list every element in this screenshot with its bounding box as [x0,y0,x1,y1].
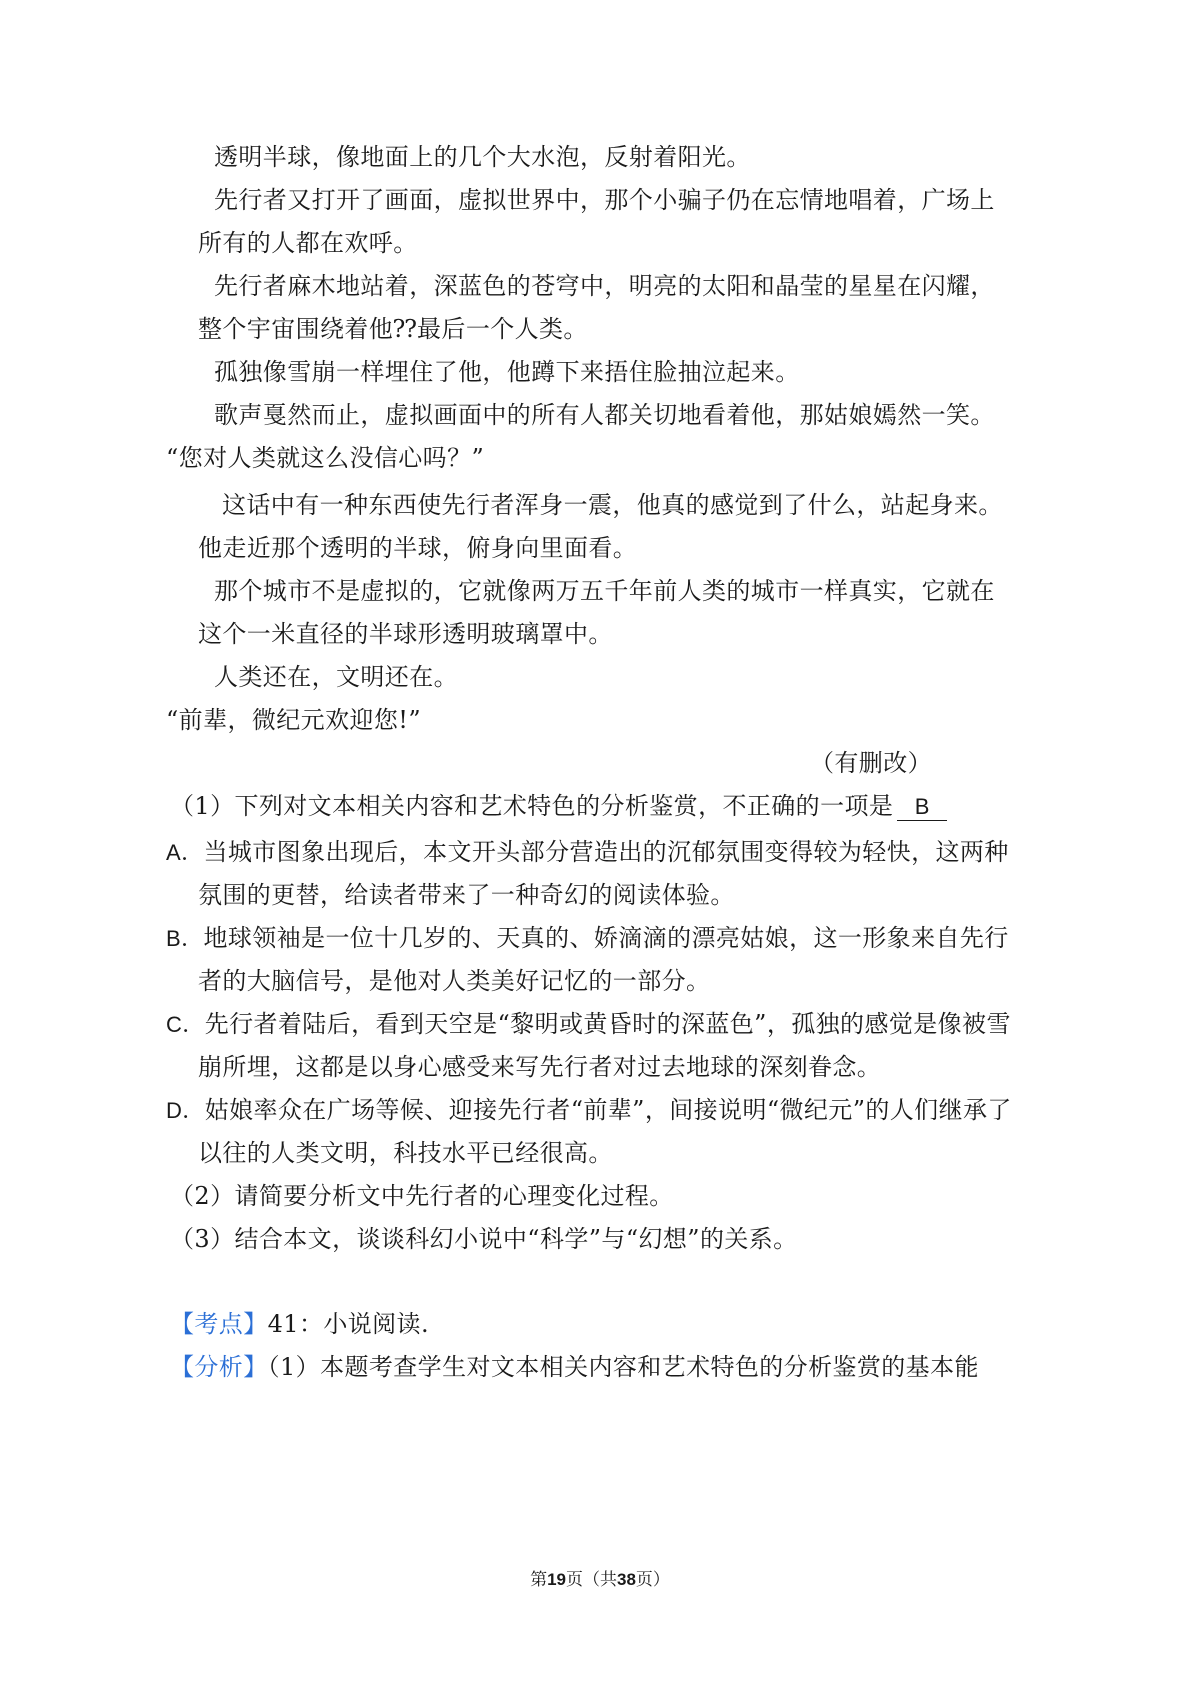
passage-line: 孤独像雪崩一样埋住了他，他蹲下来捂住脸抽泣起来。 [214,358,800,386]
passage-line: 人类还在，文明还在。 [214,663,458,691]
passage-line: 这话中有一种东西使先行者浑身一震，他真的感觉到了什么，站起身来。 [222,491,1003,519]
option-b [166,922,1009,955]
question-label: （1） [170,792,235,820]
option-d [166,1094,1012,1127]
question-text: 下列对文本相关内容和艺术特色的分析鉴赏，不正确的一项是 [234,792,894,820]
option-letter: D． [166,1098,205,1123]
passage-line: 透明半球，像地面上的几个大水泡，反射着阳光。 [214,143,751,171]
question-label: （3） [170,1225,235,1253]
passage-line: 歌声戛然而止，虚拟画面中的所有人都关切地看着他，那姑娘嫣然一笑。 [214,401,995,429]
option-d-cont: 以往的人类文明，科技水平已经很高。 [198,1139,613,1167]
footer-suffix: 页） [635,1570,670,1590]
fenxi-line [170,1351,979,1383]
question-text: 结合本文，谈谈科幻小说中“科学”与“幻想”的关系。 [234,1225,798,1253]
passage-line: 这个一米直径的半球形透明玻璃罩中。 [198,620,613,648]
answer-blank: B [897,794,947,821]
option-text: 先行者着陆后，看到天空是“黎明或黄昏时的深蓝色”，孤独的感觉是像被雪 [204,1010,1011,1038]
option-letter: B． [166,926,204,951]
question-3 [170,1223,798,1255]
question-2 [170,1180,674,1212]
passage-line: 先行者又打开了画面，虚拟世界中，那个小骗子仍在忘情地唱着，广场上 [214,186,995,214]
option-a [166,836,1009,869]
option-a-cont: 氛围的更替，给读者带来了一种奇幻的阅读体验。 [198,881,735,909]
passage-line: 所有的人都在欢呼。 [198,229,418,257]
source-note: （有删改） [810,749,932,777]
kaodian-text: 41：小说阅读. [267,1310,429,1338]
footer-middle: 页（共 [566,1570,617,1590]
passage-line: 先行者麻木地站着，深蓝色的苍穹中，明亮的太阳和晶莹的星星在闪耀， [214,272,995,300]
passage-line: 他走近那个透明的半球，俯身向里面看。 [198,534,638,562]
option-c-cont: 崩所埋，这都是以身心感受来写先行者对过去地球的深刻眷念。 [198,1053,882,1081]
kaodian-tag: 【考点】 [170,1310,268,1338]
option-text: 当城市图象出现后，本文开头部分营造出的沉郁氛围变得较为轻快，这两种 [203,838,1009,866]
kaodian-line [170,1308,429,1340]
passage-line: 整个宇宙围绕着他⁇最后一个人类。 [198,315,588,343]
option-text: 地球领袖是一位十几岁的、天真的、娇滴滴的漂亮姑娘，这一形象来自先行 [203,924,1009,952]
passage-line: “您对人类就这么没信心吗？” [166,444,485,472]
fenxi-tag: 【分析】 [170,1353,268,1381]
question-label: （2） [170,1182,235,1210]
option-text: 姑娘率众在广场等候、迎接先行者“前辈”，间接说明“微纪元”的人们继承了 [204,1096,1012,1124]
total-pages: 38 [617,1570,636,1589]
option-letter: C． [166,1012,205,1037]
page-number: 19 [547,1570,566,1589]
passage-line: “前辈，微纪元欢迎您!” [166,706,421,734]
passage-line: 那个城市不是虚拟的，它就像两万五千年前人类的城市一样真实，它就在 [214,577,995,605]
question-text: 请简要分析文中先行者的心理变化过程。 [234,1182,674,1210]
option-c [166,1008,1011,1041]
footer-prefix: 第 [530,1570,548,1590]
question-1 [170,790,947,822]
option-letter: A． [166,840,204,865]
fenxi-text: （1）本题考查学生对文本相关内容和艺术特色的分析鉴赏的基本能 [267,1353,979,1381]
option-b-cont: 者的大脑信号，是他对人类美好记忆的一部分。 [198,967,711,995]
page-footer [0,1568,1200,1592]
